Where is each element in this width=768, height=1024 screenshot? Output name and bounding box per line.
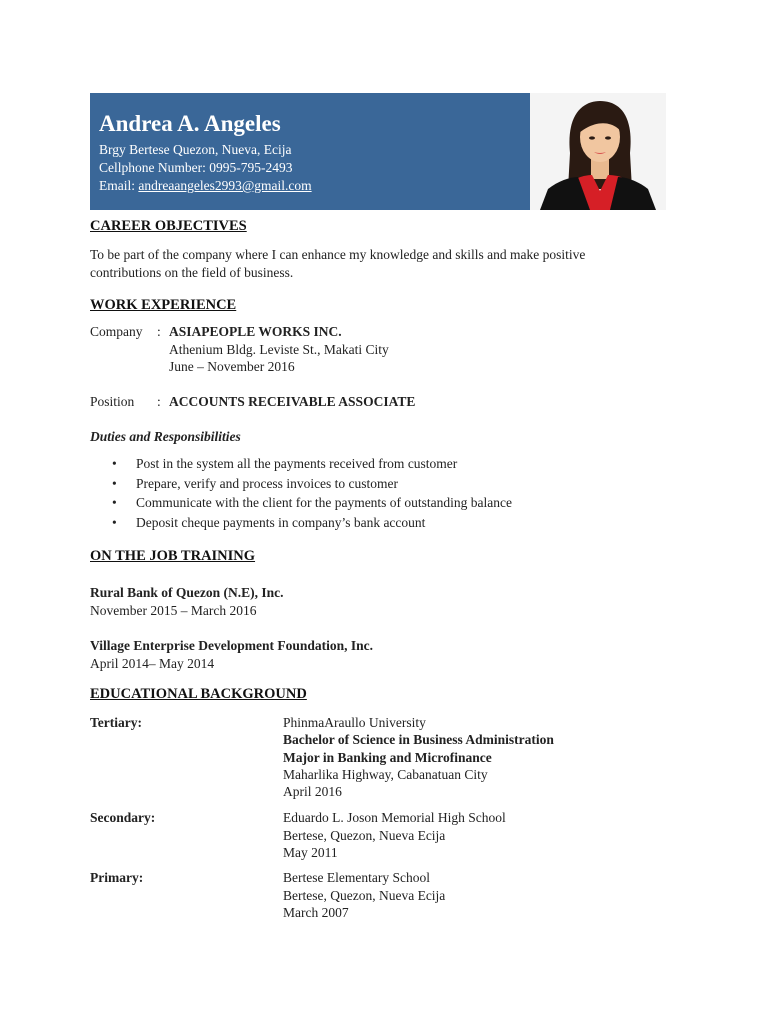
list-item (112, 513, 512, 533)
list-item (112, 493, 512, 513)
ojt-org-1: Rural Bank of Quezon (N.E), Inc. (90, 585, 284, 600)
duty-text: Post in the system all the payments received from customer (136, 456, 458, 471)
bullet-icon: • (112, 456, 117, 471)
secondary-date: May 2011 (283, 845, 338, 860)
tertiary-major: Major in Banking and Microfinance (283, 750, 492, 765)
company-dates: June – November 2016 (169, 359, 295, 374)
duties-heading: Duties and Responsibilities (90, 429, 241, 444)
tertiary-label: Tertiary: (90, 715, 142, 730)
company-address: Athenium Bldg. Leviste St., Makati City (169, 342, 389, 357)
ojt-dates-2: April 2014– May 2014 (90, 656, 215, 671)
ojt-org-2: Village Enterprise Development Foundation, Inc. (90, 638, 373, 653)
secondary-address: Bertese, Quezon, Nueva Ecija (283, 828, 446, 843)
email-link[interactable]: andreaangeles2993@gmail.com (138, 178, 312, 193)
career-objective-line-1: To be part of the company where I can enhance my knowledge and skills and make positive (90, 247, 586, 262)
duty-text: Communicate with the client for the payments of outstanding balance (136, 495, 513, 511)
ojt-heading: ON THE JOB TRAINING (90, 548, 256, 564)
duty-text: Deposit cheque payments in company’s bank account (136, 514, 426, 530)
bullet-icon: • (112, 475, 117, 491)
secondary-school: Eduardo L. Joson Memorial High School (283, 810, 506, 825)
ojt-dates-1: November 2015 – March 2016 (90, 603, 257, 618)
header-band (90, 93, 530, 210)
primary-date: March 2007 (283, 905, 349, 920)
resume-header (90, 93, 666, 210)
email-line (99, 177, 530, 195)
position-label: Position (90, 394, 135, 409)
work-experience-heading: WORK EXPERIENCE (90, 297, 237, 313)
bullet-icon: • (112, 495, 117, 511)
company-colon: : (157, 324, 161, 339)
portrait-illustration (530, 93, 666, 210)
tertiary-degree: Bachelor of Science in Business Administration (283, 732, 554, 747)
secondary-label: Secondary: (90, 810, 156, 825)
list-item (112, 454, 512, 474)
position-value: ACCOUNTS RECEIVABLE ASSOCIATE (169, 394, 416, 409)
list-item (112, 474, 512, 494)
tertiary-address: Maharlika Highway, Cabanatuan City (283, 767, 488, 782)
career-objective-line-2: contributions on the field of business. (90, 265, 294, 280)
primary-school: Bertese Elementary School (283, 870, 430, 885)
profile-photo (530, 93, 666, 210)
applicant-name: Andrea A. Angeles (99, 111, 281, 136)
address: Brgy Bertese Quezon, Nueva, Ecija (99, 142, 292, 157)
primary-label: Primary: (90, 870, 144, 885)
company-name: ASIAPEOPLE WORKS INC. (169, 324, 342, 339)
company-label: Company (90, 324, 143, 339)
education-heading: EDUCATIONAL BACKGROUND (90, 686, 307, 702)
duties-list (112, 454, 512, 532)
position-colon: : (157, 394, 161, 409)
cellphone-number: Cellphone Number: 0995-795-2493 (99, 160, 293, 175)
email-label: Email: (99, 178, 139, 193)
primary-address: Bertese, Quezon, Nueva Ecija (283, 888, 446, 903)
tertiary-date: April 2016 (283, 784, 342, 799)
duty-text: Prepare, verify and process invoices to customer (136, 475, 399, 491)
bullet-icon: • (112, 514, 117, 530)
career-objectives-heading: CAREER OBJECTIVES (90, 218, 247, 234)
tertiary-school: PhinmaAraullo University (283, 715, 426, 730)
